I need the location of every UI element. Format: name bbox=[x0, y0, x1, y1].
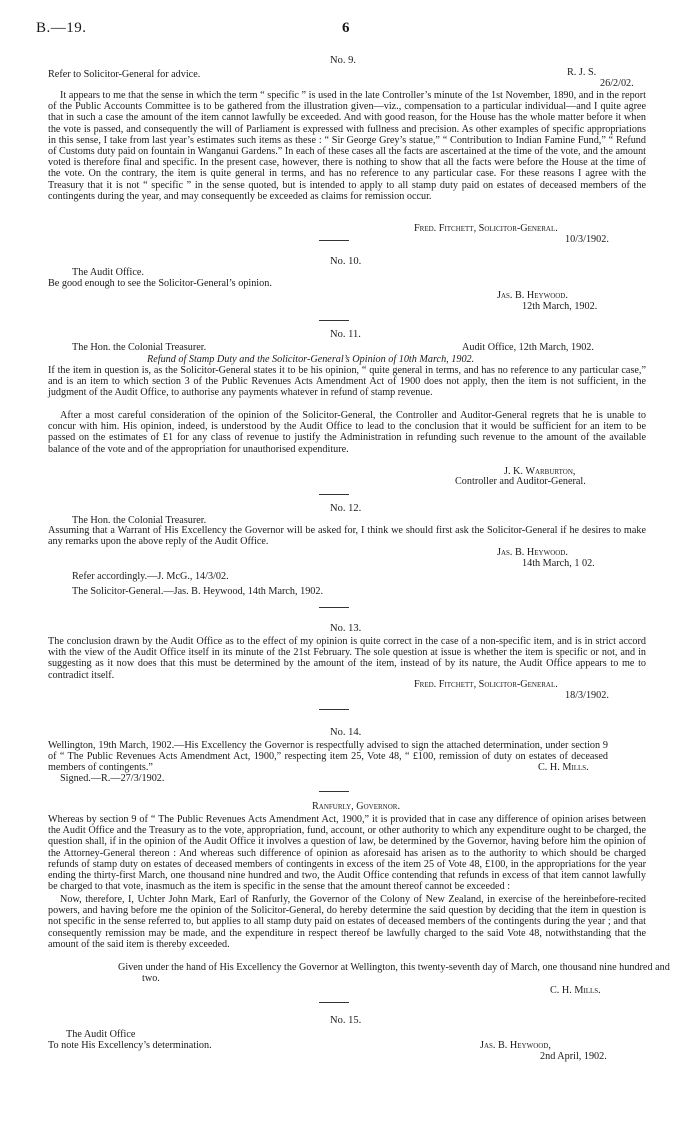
no10-body: Be good enough to see the Solicitor-General’s opinion. bbox=[48, 278, 272, 289]
divider bbox=[319, 1002, 349, 1003]
no12-addressee: The Hon. the Colonial Treasurer. bbox=[72, 515, 207, 526]
no15-addressee: The Audit Office bbox=[66, 1029, 136, 1040]
no11-paragraph-1: If the item in question is, as the Solicitor-General states it to be his opinion, “ quite general in terms, and has no reference to any particular case,” and is an item to which section 3 of the Public Revenues Acts Amendment Act of 1900 does not apply, then the item is not sufficient, in the judgment of the Audit Office, to authorise any payments whatever in refund of stamp revenue. bbox=[48, 365, 646, 399]
divider bbox=[319, 791, 349, 792]
no11-from: Audit Office, 12th March, 1902. bbox=[462, 342, 594, 353]
report-reference: B.—19. bbox=[36, 20, 87, 36]
divider bbox=[319, 494, 349, 495]
no9-initials: R. J. S. bbox=[567, 67, 597, 78]
no11-addressee: The Hon. the Colonial Treasurer. bbox=[72, 342, 207, 353]
no11-title: Refund of Stamp Duty and the Solicitor-General’s Opinion of 10th March, 1902. bbox=[147, 354, 475, 365]
no15-body: To note His Excellency’s determination. bbox=[48, 1040, 212, 1051]
no12-date: 14th March, 1 02. bbox=[522, 558, 595, 569]
no14-body: Wellington, 19th March, 1902.—His Excellency the Governor is respectfully advised to sign the attached determination, under section 9 of “ The Public Revenues Acts Amendment Act, 1900,” respecting item 25, Vote 48, “ £100, remission of duty on estates of deceased members of contingents.” bbox=[48, 740, 608, 774]
no10-addressee: The Audit Office. bbox=[72, 267, 144, 278]
no12-signature: Jas. B. Heywood. bbox=[497, 547, 568, 558]
divider bbox=[319, 709, 349, 710]
no10-signature: Jas. B. Heywood. bbox=[497, 290, 568, 301]
determination-heading: Ranfurly, Governor. bbox=[312, 801, 400, 812]
no13-number: No. 13. bbox=[330, 623, 362, 634]
page-number: 6 bbox=[342, 20, 350, 36]
determination-paragraph-2: Now, therefore, I, Uchter John Mark, Earl of Ranfurly, the Governor of the Colony of New Zealand, in exercise of the hereinbefore-recited powers, and having before me the opinion of the Solicitor-General, do hereby determine the said question by deciding that the item in question is not specific in the sense referred to, but applies to all stamp duty paid on estates of deceased members of the contingents during the year ; and that consequently remission may be made, and the expenditure in respect thereof be lawfully charged to the said Vote 48, notwithstanding that the amount of the said item is thereby exceeded. bbox=[48, 894, 646, 950]
divider bbox=[319, 607, 349, 608]
no12-body: Assuming that a Warrant of His Excellency the Governor will be asked for, I think we should first ask the Solicitor-General if he desires to make any remarks upon the above reply of the Audit Office. bbox=[48, 525, 646, 548]
no9-body: It appears to me that the sense in which the term “ specific ” is used in the late Controller’s minute of the 1st November, 1890, and in the report of the Public Accounts Committee is to be gathered from the illustration given—viz., compensation to a particular individual—and I quite agree that in such a case the amount of the item cannot lawfully be exceeded. And with good reason, for the House has the whole matter before it when the vote is passed, and consequently the will of Parliament is expressed with fullness and precision. As other examples of specific appropriations in this sense, I take from last year’s estimates such items as these : “ Sir George Grey’s statue,” “ Contribution to Indian Famine Fund,” “ Refund of Customs duty paid on fountain in Wanganui Gardens.” In each of these cases all the facts are ascertained at the time of the vote, and the amount voted is therefore final and specific. In the present case, however, there is nothing to show that all the facts were before the House at the time of the vote. On the contrary, the item is quite general in terms, and has no reference to any particular case. For these reasons I agree with the Treasury that it is not “ specific ” in the sense quoted, but is intended to apply to all stamp duty paid on estates of deceased members of the contingents during the year, and may consequently be exceeded as claims for remission occur. bbox=[48, 90, 646, 202]
no14-number: No. 14. bbox=[330, 727, 362, 738]
no15-number: No. 15. bbox=[330, 1015, 362, 1026]
no12-number: No. 12. bbox=[330, 503, 362, 514]
no9-signature: Fred. Fitchett, Solicitor-General. bbox=[414, 223, 558, 234]
no13-body: The conclusion drawn by the Audit Office as to the effect of my opinion is quite correct in the case of a non-specific item, and is in strict accord with the view of the Audit Office itself in its minute of the 21st February. The sole question at issue is whether the item is specific or not, and in suggesting as it now does that this must be determined by the amount of the item, instead of by its nature, the Audit Office appears to me to contradict itself. bbox=[48, 636, 646, 681]
no11-paragraph-2: After a most careful consideration of the opinion of the Solicitor-General, the Controller and Auditor-General regrets that he is unable to concur with him. His opinion, indeed, is understood by the Audit Office to lead to the conclusion that it would be sufficient for an item to be passed on the estimates of £1 for any class of revenue to justify the Administration in refunding such revenue to the amount of the available balance of the vote and of the appropriation for unauthorised expenditure. bbox=[48, 410, 646, 455]
no9-number: No. 9. bbox=[330, 55, 356, 66]
no12-refer: Refer accordingly.—J. McG., 14/3/02. bbox=[72, 571, 229, 582]
no11-signature-title: Controller and Auditor-General. bbox=[455, 476, 586, 487]
determination-given: Given under the hand of His Excellency the Governor at Wellington, this twenty-seventh day of March, one thousand nine hundred and two. bbox=[118, 962, 670, 985]
no10-number: No. 10. bbox=[330, 256, 362, 267]
no9-date: 26/2/02. bbox=[600, 78, 634, 89]
no10-date: 12th March, 1902. bbox=[522, 301, 598, 312]
no14-signed: Signed.—R.—27/3/1902. bbox=[60, 773, 165, 784]
determination-signature: C. H. Mills. bbox=[550, 985, 601, 996]
no9-date2: 10/3/1902. bbox=[565, 234, 609, 245]
divider bbox=[319, 320, 349, 321]
no11-number: No. 11. bbox=[330, 329, 361, 340]
determination-paragraph-1: Whereas by section 9 of “ The Public Revenues Acts Amendment Act, 1900,” it is provided that in case any difference of opinion arises between the Audit Office and the Treasury as to the vote, appropriation, fund, account, or other authority to which any expenditure ought to be charged, the question shall, if in the opinion of the Audit Office it involves a question of law, be determined by the Governor, having before him the opinion of the Attorney-General thereon : And whereas such difference of opinion as aforesaid has arisen as to the authority to which should be charged refunds of stamp duty on estates of deceased members of contingents in excess of the item 25 of Vote 48, £100, in the appropriations for the year ending the thirty-first March, one thousand nine hundred and two, the Audit Office contending that refunds in excess of that item cannot lawfully be charged to that vote, inasmuch as the item is specific in the sense that the amount thereof cannot be exceeded : bbox=[48, 814, 646, 893]
no14-signature: C. H. Mills. bbox=[538, 762, 589, 773]
no9-refer: Refer to Solicitor-General for advice. bbox=[48, 69, 201, 80]
no13-date: 18/3/1902. bbox=[565, 690, 609, 701]
divider bbox=[319, 240, 349, 241]
no15-date: 2nd April, 1902. bbox=[540, 1051, 607, 1062]
no11-signature: J. K. Warburton, bbox=[504, 466, 576, 477]
no13-signature: Fred. Fitchett, Solicitor-General. bbox=[414, 679, 558, 690]
no15-signature: Jas. B. Heywood, bbox=[480, 1040, 551, 1051]
no12-solicitor-general: The Solicitor-General.—Jas. B. Heywood, 14th March, 1902. bbox=[72, 586, 324, 597]
